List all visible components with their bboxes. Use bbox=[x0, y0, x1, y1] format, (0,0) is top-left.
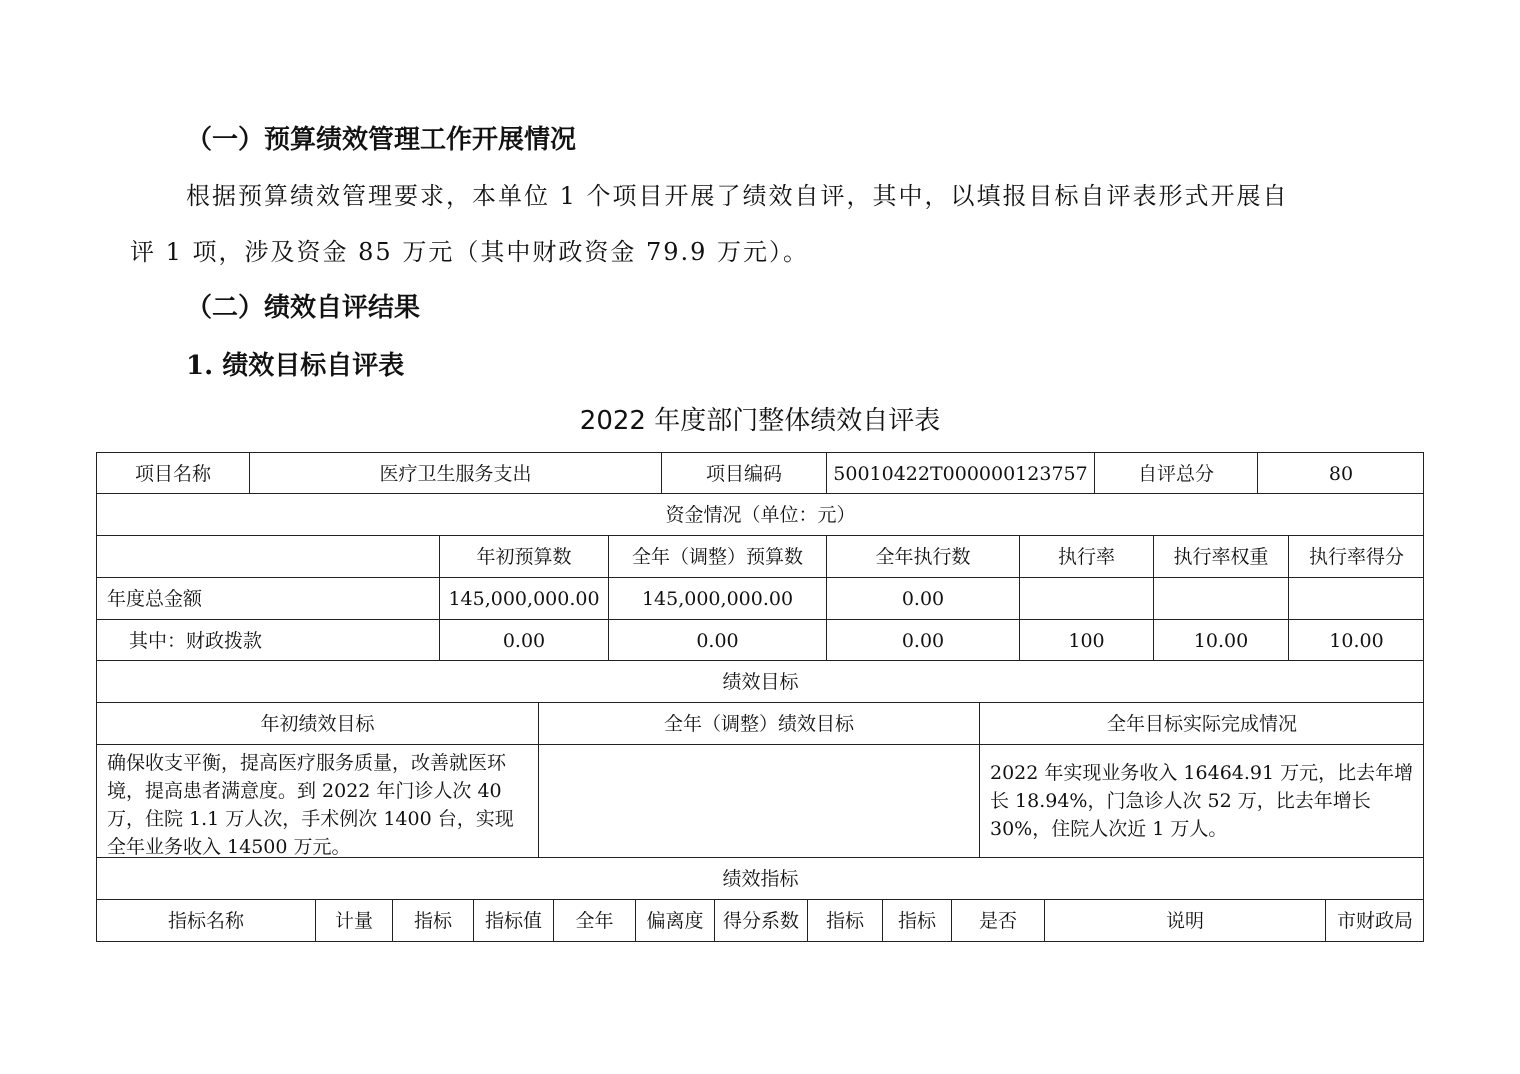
indicator-col-name: 指标名称 bbox=[97, 900, 316, 941]
funds-blank-header bbox=[97, 536, 440, 578]
section-heading-2: （二）绩效自评结果 bbox=[186, 293, 421, 323]
funds-col-exec-rate: 执行率 bbox=[1020, 536, 1154, 578]
goals-header: 绩效目标 bbox=[97, 661, 1424, 703]
indicator-col-explanation: 说明 bbox=[1045, 900, 1326, 941]
funds-row-total-rate bbox=[1020, 578, 1154, 620]
paragraph-line-2: 评 1 项，涉及资金 85 万元（其中财政资金 79.9 万元）。 bbox=[130, 238, 810, 266]
indicator-col-indicator-c: 指标 bbox=[883, 900, 952, 941]
funds-col-adjusted-budget: 全年（调整）预算数 bbox=[609, 536, 827, 578]
indicator-col-value: 指标值 bbox=[474, 900, 554, 941]
paragraph-line-1: 根据预算绩效管理要求，本单位 1 个项目开展了绩效自评，其中，以填报目标自评表形式开展自 bbox=[186, 182, 1289, 210]
section-heading-3: 1. 绩效目标自评表 bbox=[186, 351, 405, 381]
funds-col-rate-score: 执行率得分 bbox=[1289, 536, 1424, 578]
funds-col-initial-budget: 年初预算数 bbox=[440, 536, 609, 578]
funds-row-total-executed: 0.00 bbox=[827, 578, 1020, 620]
funds-row-fiscal-initial: 0.00 bbox=[440, 620, 609, 661]
funds-row-fiscal-executed: 0.00 bbox=[827, 620, 1020, 661]
funds-header: 资金情况（单位：元） bbox=[97, 494, 1424, 536]
goals-initial-text: 确保收支平衡，提高医疗服务质量，改善就医环境，提高患者满意度。到 2022 年门诊人次 40 万，住院 1.1 万人次，手术例次 1400 台，实现全年业务收入 14500 万元。 bbox=[97, 745, 539, 858]
indicator-col-finance-bureau: 市财政局 bbox=[1336, 910, 1413, 932]
indicators-header: 绩效指标 bbox=[97, 858, 1424, 900]
indicator-col-full-year: 全年 bbox=[554, 900, 636, 941]
funds-row-total-adjusted: 145,000,000.00 bbox=[609, 578, 827, 620]
funds-row-fiscal-adjusted: 0.00 bbox=[609, 620, 827, 661]
funds-row-fiscal-weight: 10.00 bbox=[1154, 620, 1289, 661]
funds-row-fiscal-label: 其中：财政拨款 bbox=[97, 620, 440, 661]
goals-col-initial: 年初绩效目标 bbox=[97, 703, 539, 745]
goals-actual-text: 2022 年实现业务收入 16464.91 万元，比去年增长 18.94%，门急诊人次 52 万，比去年增长 30%，住院人次近 1 万人。 bbox=[980, 745, 1424, 858]
funds-row-total-initial: 145,000,000.00 bbox=[440, 578, 609, 620]
funds-row-total-weight bbox=[1154, 578, 1289, 620]
indicator-col-indicator-b: 指标 bbox=[808, 900, 883, 941]
evaluation-table bbox=[96, 452, 1424, 942]
project-name-label: 项目名称 bbox=[97, 453, 250, 494]
indicator-col-coefficient: 得分系数 bbox=[715, 900, 808, 941]
indicator-col-whether: 是否 bbox=[952, 900, 1045, 941]
self-score-label: 自评总分 bbox=[1095, 453, 1258, 494]
indicator-col-measure: 计量 bbox=[316, 900, 393, 941]
project-code-label: 项目编码 bbox=[662, 453, 827, 494]
indicator-col-deviation: 偏离度 bbox=[636, 900, 715, 941]
section-heading-1: （一）预算绩效管理工作开展情况 bbox=[186, 125, 577, 155]
goals-adjusted-text bbox=[539, 745, 980, 858]
self-score-value: 80 bbox=[1258, 453, 1424, 494]
goals-col-actual: 全年目标实际完成情况 bbox=[980, 703, 1424, 745]
funds-row-fiscal-score: 10.00 bbox=[1289, 620, 1424, 661]
funds-row-total-score bbox=[1289, 578, 1424, 620]
table-title: 2022 年度部门整体绩效自评表 bbox=[579, 406, 941, 436]
funds-col-rate-weight: 执行率权重 bbox=[1154, 536, 1289, 578]
funds-row-fiscal-rate: 100 bbox=[1020, 620, 1154, 661]
project-name-value: 医疗卫生服务支出 bbox=[250, 453, 662, 494]
goals-col-adjusted: 全年（调整）绩效目标 bbox=[539, 703, 980, 745]
indicator-col-indicator-a: 指标 bbox=[393, 900, 474, 941]
funds-row-total-label: 年度总金额 bbox=[97, 578, 440, 620]
project-code-value: 50010422T000000123757 bbox=[827, 453, 1095, 494]
funds-col-executed: 全年执行数 bbox=[827, 536, 1020, 578]
